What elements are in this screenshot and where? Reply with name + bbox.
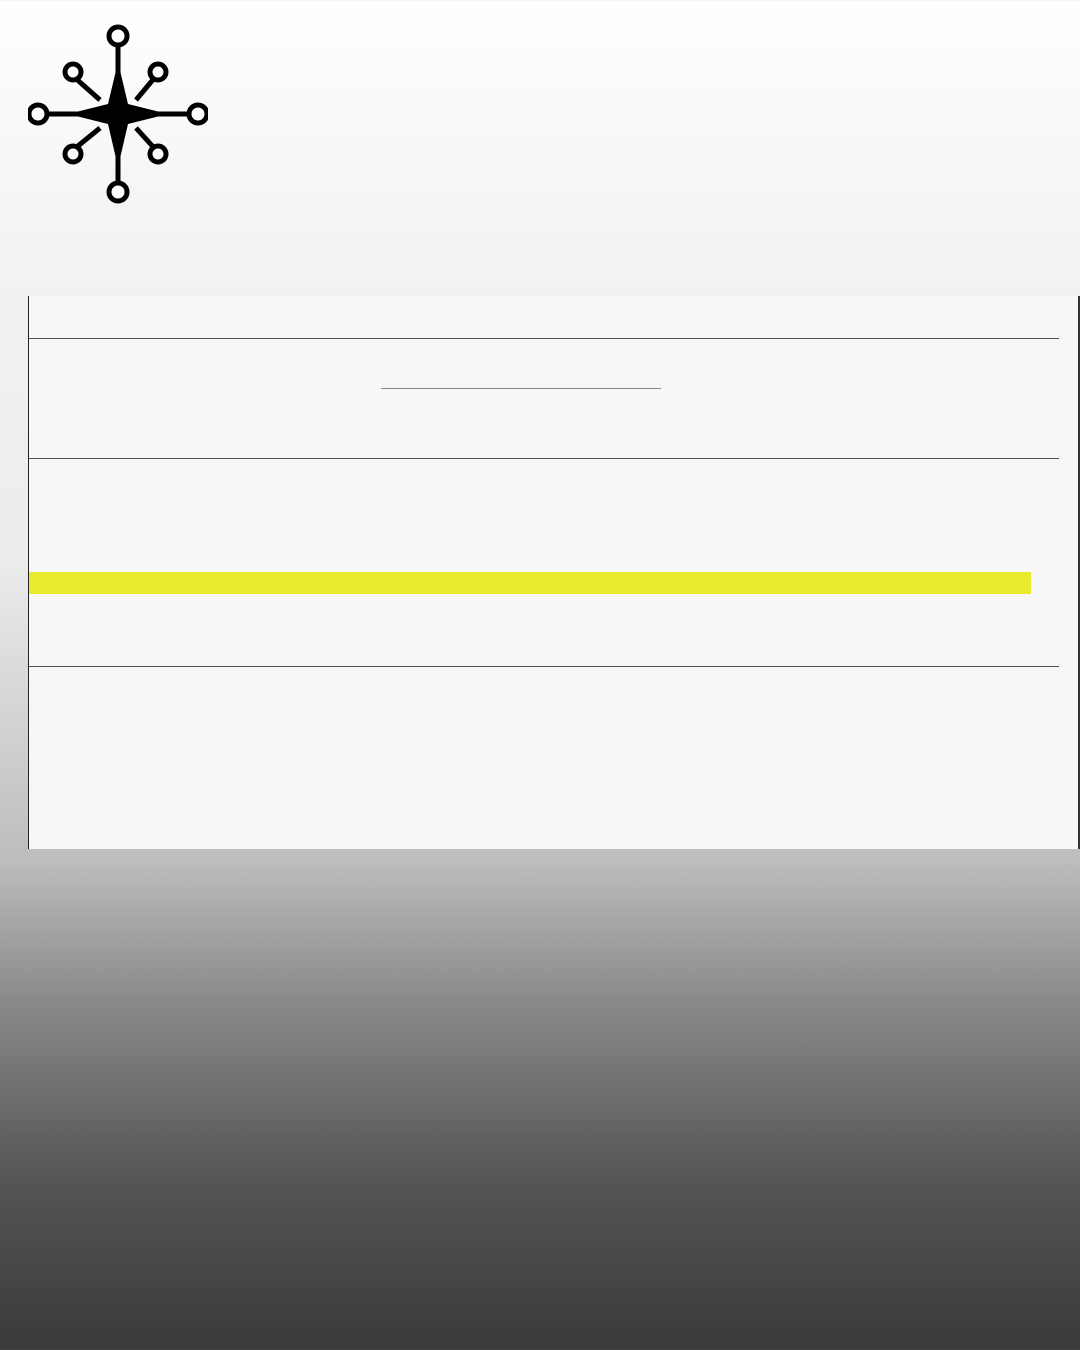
bottom-rule (29, 666, 1059, 667)
highlight-band (29, 572, 1031, 594)
network-star-icon (28, 22, 208, 207)
table-title (29, 310, 35, 328)
header-rule (29, 458, 1059, 459)
table-document (28, 296, 1080, 849)
top-rule (29, 338, 1059, 339)
group-rule (381, 388, 661, 389)
